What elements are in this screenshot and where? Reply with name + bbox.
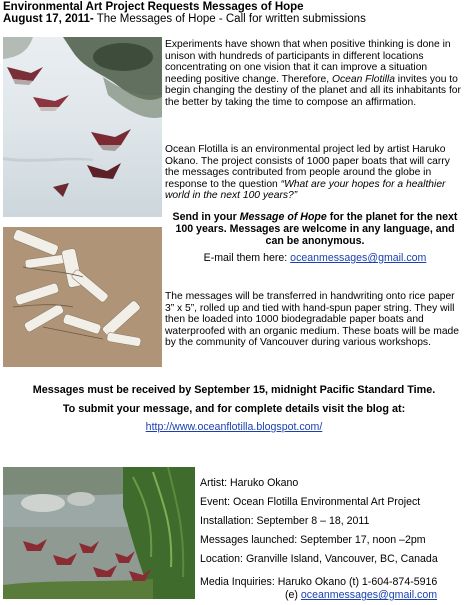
intro-paragraph-2: Ocean Flotilla is an environmental project led by artist Haruko Okano. The project consists of 1000 paper boats that will carry the messages contributed from people around the globe in response to the question “What are your hopes for a healthier world in the next 100 years?” <box>165 144 450 202</box>
subtitle-text: The Messages of Hope - Call for written submissions <box>93 13 366 25</box>
page-title: Environmental Art Project Requests Messages of Hope <box>3 1 304 13</box>
photo-boats-on-water <box>3 37 162 217</box>
detail-media-email: (e) oceanmessages@gmail.com <box>285 589 438 601</box>
transfer-paragraph: The messages will be transferred in handwriting onto rice paper 3” x 5”, rolled up and tied with hand-spun paper string. They will then be loaded into 1000 biodegradable paper boats and waterproofed with an organic medium. These boats will be made by the community of Vancouver during various workshops. <box>165 291 459 349</box>
detail-location: Location: Granville Island, Vancouver, BC, Canada <box>200 553 438 565</box>
email-link[interactable]: oceanmessages@gmail.com <box>290 252 427 264</box>
detail-media: Media Inquiries: Haruko Okano (t) 1-604-874-5916 <box>200 576 438 588</box>
photo-boats-shoreline <box>3 467 195 599</box>
photo-paper-scrolls <box>3 227 162 367</box>
detail-launched: Messages launched: September 17, noon –2pm <box>200 534 426 546</box>
email-line: E-mail them here: oceanmessages@gmail.com <box>203 252 427 264</box>
detail-installation: Installation: September 8 – 18, 2011 <box>200 515 370 527</box>
media-email-link[interactable]: oceanmessages@gmail.com <box>300 589 438 601</box>
submit-line: To submit your message, and for complete details visit the blog at: <box>62 403 406 415</box>
ocean-flotilla-em: Ocean Flotilla <box>331 73 395 85</box>
callout-text: Send in your Message of Hope for the planet for the next 100 years. Messages are welcome in any language, and can be anonymous. <box>172 211 458 247</box>
intro-paragraph-1: Experiments have shown that when positive thinking is done in unison with hundreds of participants in different locations concentrating on one vision that it can improve a situation needing positive change. Therefore, Ocean Flotilla invites you to begin changing the destiny of the planet and all its inhabitants for the better by taking the time to compose an affirmation. <box>165 39 461 108</box>
message-of-hope-em: Message of Hope <box>239 211 327 223</box>
question-em: “What are your hopes for a healthier world in the next 100 years?” <box>165 178 446 202</box>
blog-link[interactable]: http://www.oceanflotilla.blogspot.com/ <box>145 421 323 433</box>
deadline-line: Messages must be received by September 15, midnight Pacific Standard Time. <box>32 384 436 396</box>
blog-url-line <box>0 421 468 433</box>
date: August 17, 2011- <box>3 13 94 25</box>
page-subtitle <box>3 13 366 26</box>
detail-artist: Artist: Haruko Okano <box>200 477 299 489</box>
detail-event: Event: Ocean Flotilla Environmental Art Project <box>200 496 421 508</box>
